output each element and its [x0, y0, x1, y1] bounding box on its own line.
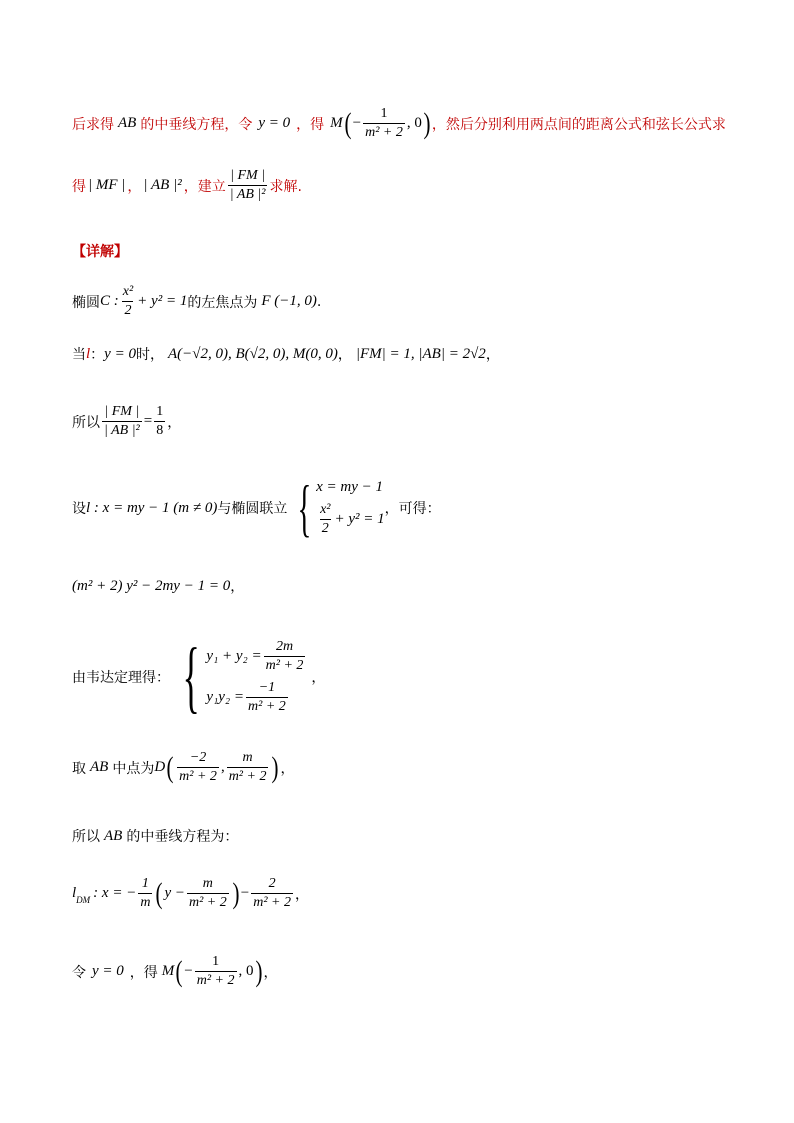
denominator: m: [140, 895, 151, 910]
paren-close: ): [232, 876, 240, 910]
denominator: 8: [156, 423, 164, 438]
paren-open: (: [166, 750, 174, 784]
line-5: [72, 404, 181, 439]
math: (m² + 2) y² − 2my − 1 = 0: [72, 577, 231, 594]
line-6: [72, 472, 441, 543]
fraction: [177, 750, 219, 785]
denominator: m² + 2: [265, 658, 304, 673]
text: ，: [230, 579, 245, 595]
math: A(−√2, 0), B(√2, 0), M(0, 0): [167, 345, 338, 362]
line-9: [72, 750, 294, 785]
math: y = 0: [258, 115, 291, 131]
text: ，: [294, 886, 309, 903]
numerator: | FM |: [230, 168, 266, 183]
math: C :: [100, 293, 119, 309]
math: + y² = 1: [137, 293, 188, 309]
fraction: [264, 639, 306, 674]
paren-open: (: [175, 954, 183, 988]
math: M: [161, 963, 175, 979]
text: ，: [280, 760, 295, 777]
paren-close: ): [255, 954, 263, 988]
row: [206, 680, 307, 715]
text: ，然后分别利用两点间的距离公式和弦长公式求: [431, 116, 726, 133]
denominator: m² + 2: [179, 769, 217, 784]
equation-system: [172, 633, 307, 721]
text: 取: [72, 760, 86, 777]
line-2: [72, 168, 302, 203]
numerator: 1: [156, 404, 164, 419]
text: ：: [90, 347, 105, 363]
denominator: 2: [321, 521, 329, 536]
line-4: [72, 344, 500, 364]
text: 椭圆: [72, 294, 100, 311]
math: l: [86, 345, 91, 362]
line-3: [72, 284, 321, 319]
math: l : x = my − 1 (m ≠ 0): [86, 499, 218, 516]
paren-open: (: [344, 106, 352, 140]
math: −: [240, 885, 250, 901]
row: [316, 502, 385, 537]
text: ，: [263, 964, 278, 981]
numerator: −2: [189, 750, 207, 765]
math: F (−1, 0): [261, 293, 317, 309]
text: 求解.: [269, 178, 302, 195]
numerator: | FM |: [104, 404, 140, 419]
text: 的中垂线方程为：: [126, 829, 239, 845]
paren-close: ): [271, 750, 279, 784]
fraction: [227, 750, 269, 785]
line-1: [72, 106, 726, 141]
math: −: [352, 115, 362, 131]
text: 得: [72, 178, 86, 195]
math: AB: [90, 759, 109, 775]
row: x = my − 1: [316, 479, 383, 495]
text: ，得: [296, 116, 325, 133]
paren-open: (: [155, 876, 163, 910]
fraction: [102, 404, 142, 439]
text: 当: [72, 347, 86, 363]
math: y = 0: [92, 963, 124, 979]
math: =: [143, 413, 153, 429]
fraction: [251, 876, 293, 911]
text: ，得: [129, 964, 158, 981]
denominator: m² + 2: [188, 895, 227, 910]
brace: {: [182, 633, 200, 721]
math: −: [184, 963, 193, 979]
denominator: 2: [124, 303, 132, 318]
text: 由韦达定理得：: [72, 670, 170, 686]
denominator: | AB |²: [229, 187, 266, 202]
math: , 0: [406, 115, 422, 131]
text: 所以: [72, 829, 100, 845]
denominator: m² + 2: [248, 699, 286, 714]
text: 中点为: [112, 760, 155, 777]
text: ，可得：: [384, 501, 441, 517]
fraction: [228, 168, 268, 203]
text: 令: [72, 964, 86, 981]
paren-close: ): [423, 106, 431, 140]
line-7: [72, 576, 244, 596]
denominator: m² + 2: [228, 769, 267, 784]
math: y₁ + y₂ =: [206, 648, 262, 664]
fraction: [121, 284, 135, 319]
fraction: [318, 502, 332, 537]
text: ，: [485, 347, 500, 363]
system-rows: [206, 636, 307, 718]
text: ，: [337, 347, 352, 363]
row: [206, 639, 307, 674]
numerator: m: [242, 750, 253, 765]
text: 的中垂线方程，令: [140, 116, 253, 133]
system-rows: [316, 476, 385, 540]
numerator: 1: [141, 876, 149, 891]
fraction: [138, 876, 152, 911]
math: D: [154, 759, 166, 775]
section-heading: 【详解】: [72, 244, 128, 260]
fraction: [187, 876, 229, 911]
denominator: m² + 2: [196, 973, 235, 988]
numerator: 2: [268, 876, 276, 891]
text: 所以: [72, 414, 100, 431]
text: .: [316, 293, 322, 310]
equation-system: [289, 472, 385, 543]
line-10: [72, 826, 238, 846]
math: M: [330, 115, 343, 131]
text: 的左焦点为: [187, 294, 258, 311]
math: AB: [104, 827, 123, 844]
text: 与椭圆联立: [217, 501, 288, 517]
line-8: [72, 633, 326, 721]
fraction: [363, 106, 405, 141]
comma: ,: [220, 759, 225, 775]
numerator: 1: [380, 106, 388, 121]
numerator: x²: [122, 284, 134, 299]
text: ，: [311, 670, 326, 686]
fraction: [195, 954, 237, 989]
math: y −: [164, 885, 185, 901]
text: ，: [127, 178, 142, 195]
fraction: [246, 680, 288, 715]
math: y₁y₂ =: [206, 689, 245, 705]
text: ，: [167, 414, 182, 431]
math: + y² = 1: [334, 511, 385, 527]
line-11: [72, 876, 309, 911]
math: y = 0: [104, 345, 136, 362]
numerator: x²: [320, 502, 331, 517]
denominator: | AB |²: [104, 423, 140, 438]
math: | AB |²: [143, 177, 182, 193]
fraction: [154, 404, 165, 439]
subscript: DM: [76, 894, 91, 905]
math: |FM| = 1, |AB| = 2√2: [355, 345, 486, 362]
math: l: [72, 885, 77, 901]
math: : x = −: [93, 885, 137, 901]
text: ，建立: [183, 178, 226, 195]
line-12: [72, 954, 278, 989]
numerator: −1: [258, 680, 276, 695]
text: 后求得: [72, 116, 114, 133]
math: AB: [118, 115, 137, 131]
brace: {: [297, 472, 312, 543]
text: 设: [72, 501, 86, 517]
denominator: m² + 2: [365, 125, 403, 140]
math: | MF |: [88, 177, 126, 193]
text: 时，: [135, 347, 164, 363]
math: , 0: [238, 963, 254, 979]
numerator: 1: [212, 954, 220, 969]
denominator: m² + 2: [253, 895, 291, 910]
numerator: m: [202, 876, 213, 891]
numerator: 2m: [275, 639, 294, 654]
